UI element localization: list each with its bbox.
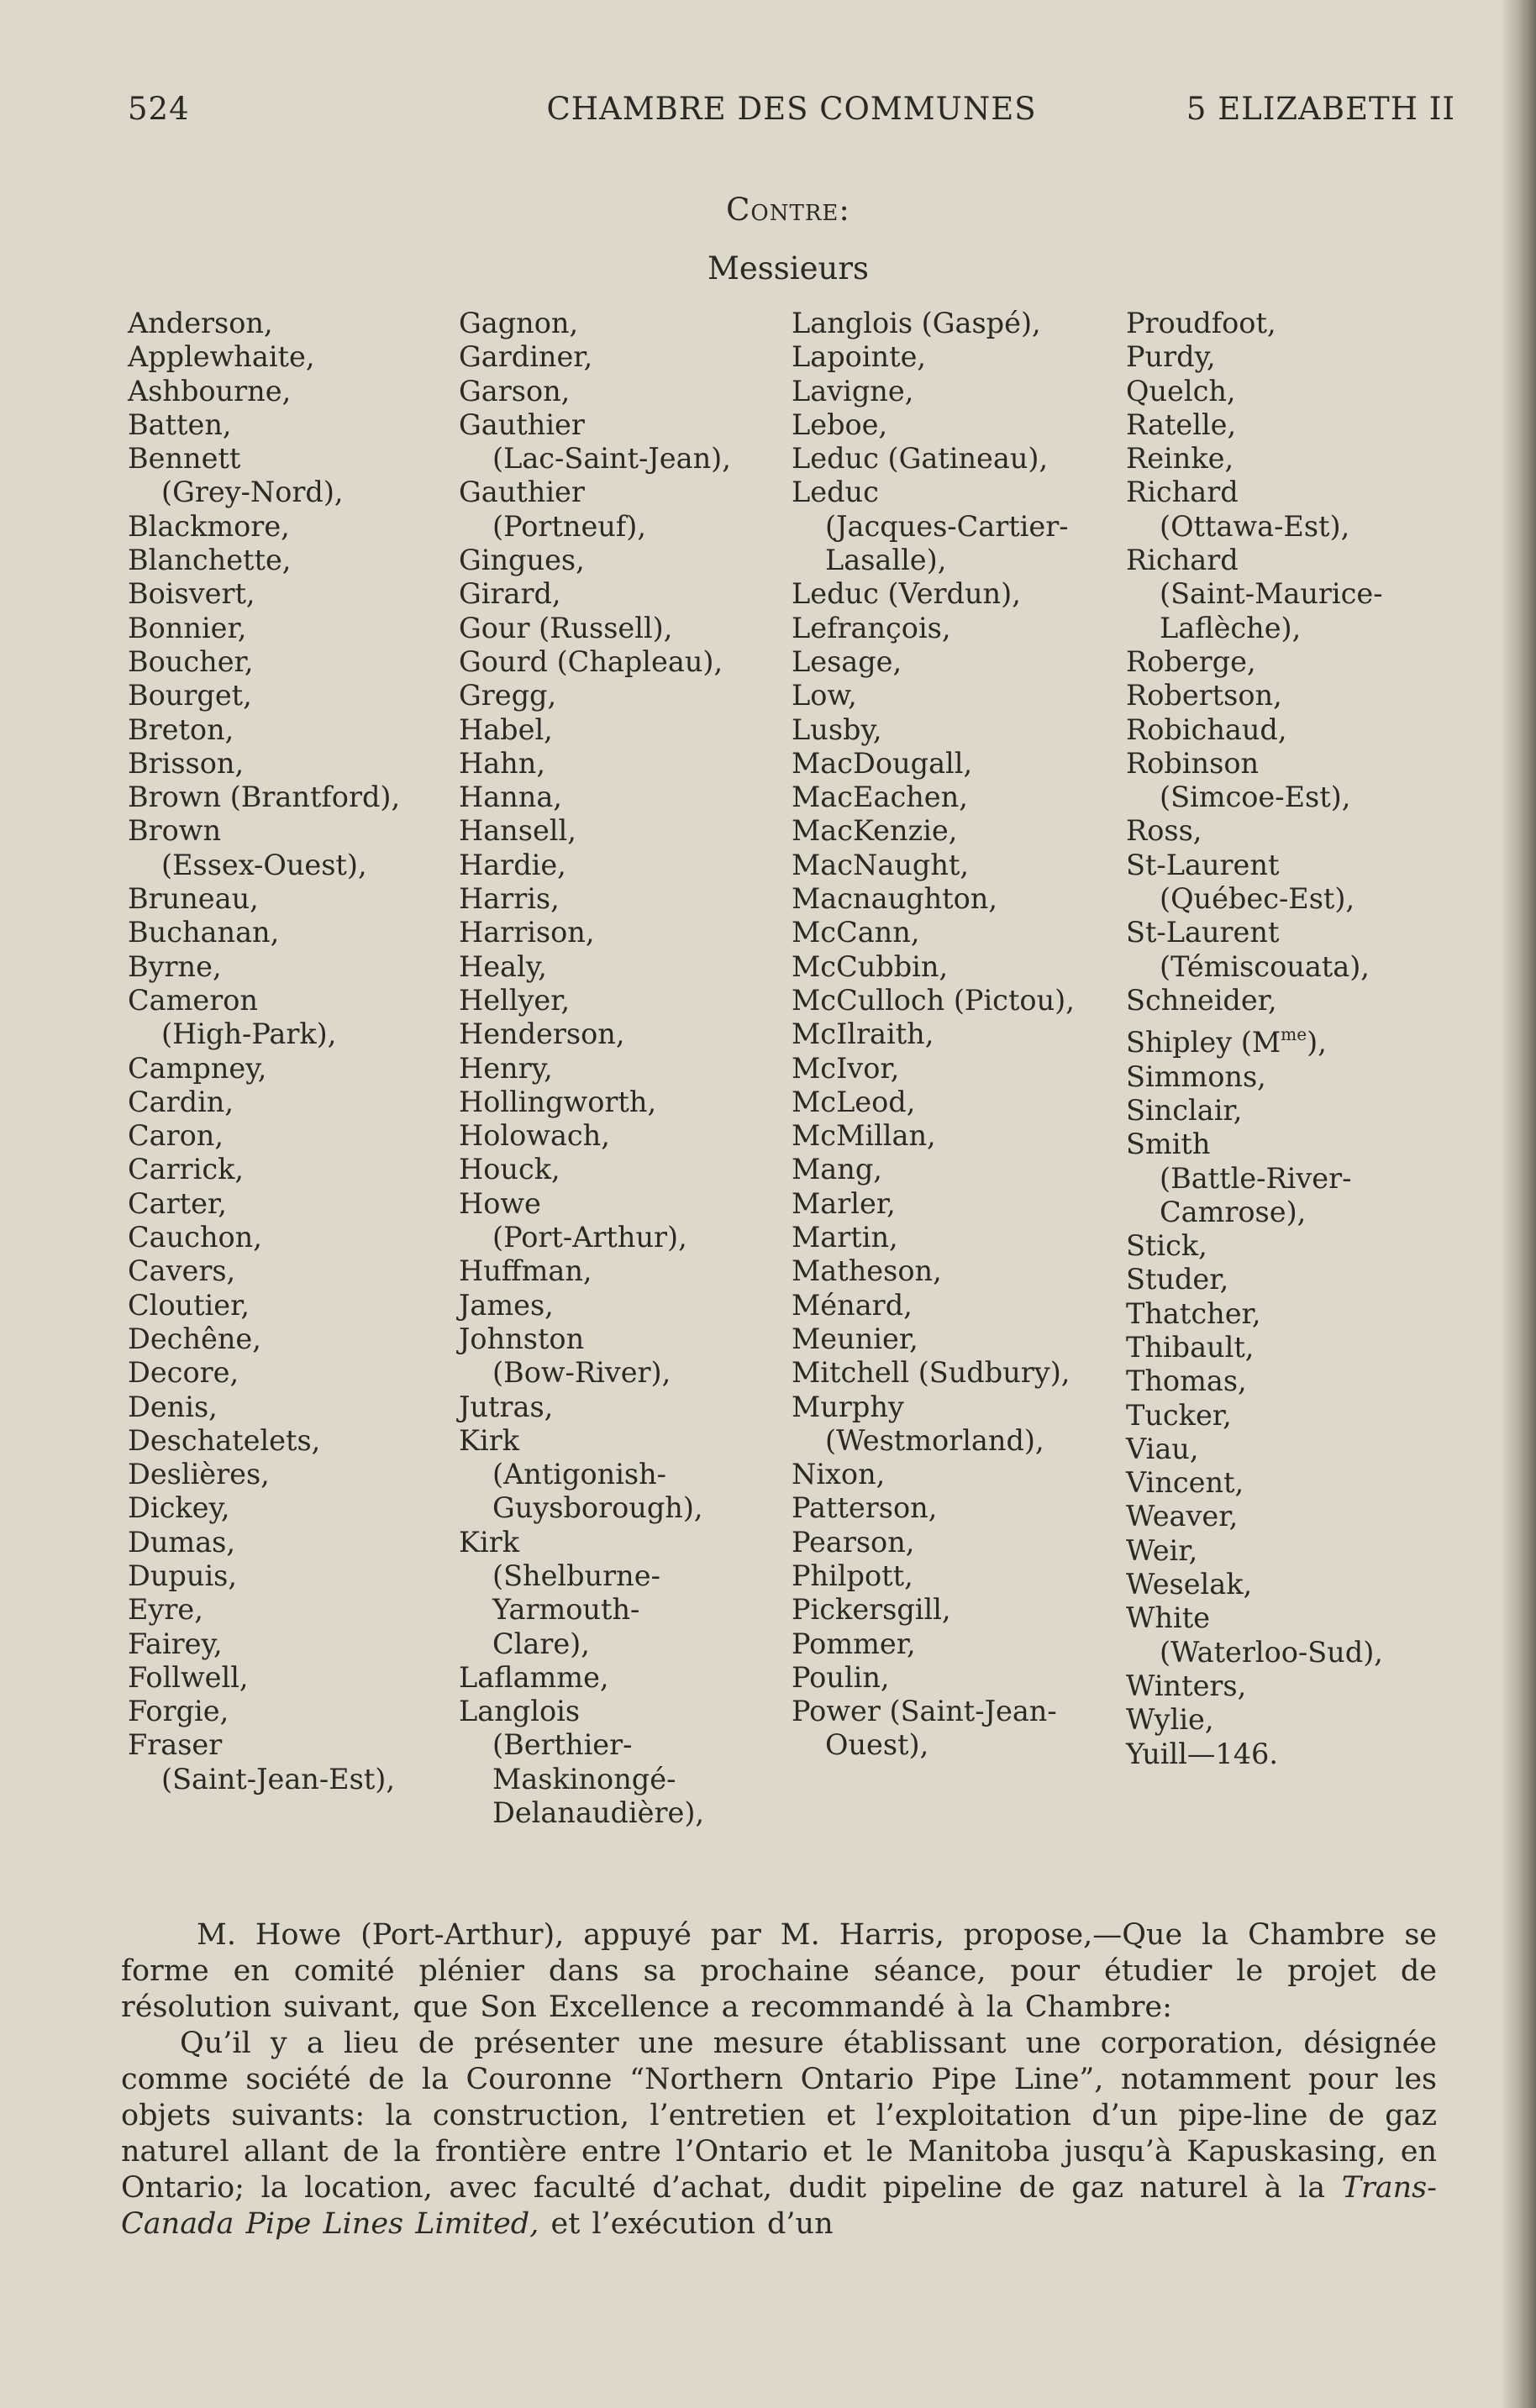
member-name: Jutras, — [459, 1390, 554, 1423]
member-name: Langlois — [459, 1695, 581, 1728]
member-name: Cardin, — [128, 1085, 234, 1118]
member-name: Lusby, — [792, 712, 882, 746]
member-name: Ménard, — [792, 1288, 913, 1322]
member-column-2 — [459, 307, 795, 1830]
member-name: Lapointe, — [792, 340, 927, 374]
member-name: Viau, — [1126, 1432, 1199, 1465]
member-name: Leboe, — [792, 407, 888, 441]
member-name: Carter, — [128, 1186, 227, 1220]
motion-paragraph: M. Howe (Port-Arthur), appuyé par M. Harris, propose,—Que la Chambre se forme en comité plénier dans sa prochaine séance, pour étudier le projet de résolution suivant, que Son Excellence a recommandé à la Chambre: — [121, 1918, 1437, 2024]
member-name: Lesage, — [792, 644, 902, 678]
member-column-3 — [792, 307, 1128, 1763]
member-name: Habel, — [459, 712, 553, 746]
member-name: Decore, — [128, 1356, 239, 1390]
member-riding: Lasalle), — [825, 544, 947, 577]
motion-text — [121, 1917, 1437, 2242]
member-name: Thatcher, — [1126, 1296, 1261, 1330]
member-name: Martin, — [792, 1221, 898, 1254]
member-name: Dechêne, — [128, 1322, 261, 1355]
member-name: Leduc — [792, 476, 879, 509]
member-name: Holowach, — [459, 1119, 610, 1153]
member-name: Deslières, — [128, 1458, 270, 1491]
member-riding: (High-Park), — [161, 1017, 337, 1051]
member-riding: Guysborough), — [492, 1491, 703, 1525]
member-name: Proudfoot, — [1126, 307, 1276, 339]
member-name: Cavers, — [128, 1254, 236, 1288]
member-riding: Maskinongé- — [492, 1762, 676, 1795]
member-name: Gour (Russell), — [459, 611, 673, 644]
session-label: 5 ELIZABETH II — [1186, 91, 1455, 127]
member-name: Boucher, — [128, 644, 254, 678]
member-name: Purdy, — [1126, 340, 1216, 374]
member-name: Kirk — [459, 1525, 520, 1559]
member-name: Murphy — [792, 1390, 904, 1423]
member-riding: (Lac-Saint-Jean), — [492, 442, 731, 476]
member-riding: (Westmorland), — [825, 1423, 1044, 1457]
member-name: Quelch, — [1126, 374, 1236, 407]
member-riding: (Port-Arthur), — [492, 1221, 687, 1254]
member-riding: (Jacques-Cartier- — [825, 509, 1069, 543]
member-riding: Laflèche), — [1160, 611, 1302, 644]
company-name: Trans-Canada Pipe Lines Limited, — [121, 2171, 1437, 2241]
member-name: Howe — [459, 1186, 541, 1220]
member-riding: (Saint-Maurice- — [1160, 577, 1383, 611]
member-name: Hellyer, — [459, 983, 571, 1017]
member-name: McMillan, — [792, 1119, 936, 1153]
member-riding: Ouest), — [825, 1728, 929, 1762]
member-name: Hollingworth, — [459, 1085, 657, 1118]
member-name: Kirk — [459, 1423, 520, 1457]
member-name: Patterson, — [792, 1491, 938, 1525]
member-name: Brown (Brantford), — [128, 781, 401, 814]
member-name: Cloutier, — [128, 1288, 250, 1322]
member-name: Weselak, — [1126, 1568, 1253, 1601]
member-riding: Clare), — [492, 1627, 590, 1660]
member-name: MacNaught, — [792, 848, 970, 881]
member-riding: (Berthier- — [492, 1728, 633, 1762]
member-name: Gauthier — [459, 407, 585, 441]
member-name: Wylie, — [1126, 1703, 1214, 1737]
member-name: Ratelle, — [1126, 407, 1237, 441]
member-name: Simmons, — [1126, 1059, 1266, 1093]
member-name: Tucker, — [1126, 1398, 1232, 1432]
member-name: Shipley $(M^{me})$, — [1126, 1024, 1327, 1059]
member-name: MacDougall, — [792, 746, 973, 780]
member-name: Robinson — [1126, 746, 1260, 780]
member-name: Fairey, — [128, 1627, 223, 1660]
member-name: Eyre, — [128, 1593, 203, 1627]
member-name: Harris, — [459, 882, 560, 916]
member-name: Dumas, — [128, 1525, 236, 1559]
member-name: Gingues, — [459, 544, 585, 577]
member-name: Pearson, — [792, 1525, 915, 1559]
member-name: MacKenzie, — [792, 814, 958, 848]
member-name: Byrne, — [128, 949, 222, 983]
member-name: Fraser — [128, 1728, 223, 1762]
member-name: Reinke, — [1126, 442, 1234, 476]
member-name: Applewhaite, — [128, 340, 315, 374]
resolution-paragraph: Qu’il y a lieu de présenter une mesure établissant une corporation, désignée comme société de la Couronne “Northern Ontario Pipe Line”, notamment pour les objets suivants: la construction, l’entretien et l’exploitation d’un pipe-line de gaz naturel allant de la frontière entre l’Ontario et le Manitoba jusqu’à Kapuskasing, en Ontario; la location, avec faculté d’achat, dudit pipeline de gaz naturel à la Trans-Canada Pipe Lines Limited, et l’exécution d’un — [121, 2027, 1437, 2241]
member-riding: (Témiscouata), — [1160, 949, 1370, 983]
member-riding: (Saint-Jean-Est), — [161, 1762, 396, 1795]
member-name: Vincent, — [1126, 1466, 1244, 1500]
member-name: Brisson, — [128, 746, 245, 780]
page-number: 524 — [128, 91, 190, 127]
member-name: Mitchell (Sudbury), — [792, 1356, 1070, 1390]
member-name: Leduc (Verdun), — [792, 577, 1021, 611]
member-name: Bennett — [128, 442, 241, 476]
member-name: Boisvert, — [128, 577, 255, 611]
member-name: Buchanan, — [128, 916, 280, 949]
member-name: Gourd (Chapleau), — [459, 644, 723, 678]
member-riding: (Grey-Nord), — [161, 476, 344, 509]
member-name: Yuill—146. — [1126, 1737, 1279, 1770]
member-name: Macnaughton, — [792, 882, 998, 916]
member-name: Bonnier, — [128, 611, 247, 644]
member-name: Ross, — [1126, 814, 1202, 848]
member-name: Pickersgill, — [792, 1593, 951, 1627]
member-name: Weir, — [1126, 1533, 1198, 1567]
member-name: Power (Saint-Jean- — [792, 1695, 1057, 1728]
member-name: Ashbourne, — [128, 374, 292, 407]
member-name: Philpott, — [792, 1559, 913, 1592]
member-name: McLeod, — [792, 1085, 916, 1118]
member-name: Roberge, — [1126, 644, 1256, 678]
member-name: Dickey, — [128, 1491, 230, 1525]
member-name: Denis, — [128, 1390, 218, 1423]
member-name: Garson, — [459, 374, 571, 407]
member-name: James, — [459, 1288, 554, 1322]
member-riding: (Ottawa-Est), — [1160, 509, 1350, 543]
member-name: Campney, — [128, 1051, 267, 1085]
member-name: Hanna, — [459, 781, 562, 814]
member-name: Carrick, — [128, 1153, 245, 1186]
member-name: Deschatelets, — [128, 1423, 321, 1457]
member-name: Leduc (Gatineau), — [792, 442, 1049, 476]
member-name: MacEachen, — [792, 781, 968, 814]
member-riding: (Essex-Ouest), — [161, 848, 367, 881]
member-name: Laflamme, — [459, 1660, 609, 1694]
member-name: Marler, — [792, 1186, 896, 1220]
page-binding-edge — [1502, 0, 1536, 2408]
member-name: Johnston — [459, 1322, 585, 1355]
member-name: Hansell, — [459, 814, 576, 848]
member-name: Bourget, — [128, 679, 252, 712]
member-name: Hardie, — [459, 848, 566, 881]
member-riding: (Simcoe-Est), — [1160, 781, 1351, 814]
vote-subheading: Messieurs — [708, 250, 869, 287]
member-name: Blackmore, — [128, 509, 290, 543]
member-riding: (Portneuf), — [492, 509, 646, 543]
member-name: Pommer, — [792, 1627, 916, 1660]
member-name: Cameron — [128, 983, 258, 1017]
member-riding: (Bow-River), — [492, 1356, 671, 1390]
member-name: Lefrançois, — [792, 611, 951, 644]
member-name: Huffman, — [459, 1254, 592, 1288]
member-name: Bruneau, — [128, 882, 259, 916]
member-name: Richard — [1126, 476, 1239, 509]
member-name: Stick, — [1126, 1229, 1207, 1263]
member-name: Sinclair, — [1126, 1093, 1243, 1127]
member-riding: (Waterloo-Sud), — [1160, 1635, 1383, 1669]
member-name: Meunier, — [792, 1322, 918, 1355]
member-name: Caron, — [128, 1119, 224, 1153]
member-name: Lavigne, — [792, 374, 914, 407]
member-name: Smith — [1126, 1128, 1211, 1161]
member-name: Winters, — [1126, 1669, 1247, 1702]
member-riding: Delanaudière), — [492, 1796, 705, 1830]
member-name: Blanchette, — [128, 544, 292, 577]
member-name: Langlois (Gaspé), — [792, 307, 1041, 339]
member-name: White — [1126, 1601, 1211, 1635]
member-riding: (Antigonish- — [492, 1458, 667, 1491]
member-name: Nixon, — [792, 1458, 886, 1491]
vote-heading: Contre: — [726, 192, 850, 228]
member-name: Gregg, — [459, 679, 557, 712]
member-name: Hahn, — [459, 746, 545, 780]
member-riding: Yarmouth- — [492, 1593, 640, 1627]
member-name: Cauchon, — [128, 1221, 262, 1254]
member-name: Mang, — [792, 1153, 882, 1186]
member-name: Poulin, — [792, 1660, 890, 1694]
member-name: Anderson, — [128, 307, 273, 339]
member-name: Studer, — [1126, 1263, 1229, 1296]
member-name: McCann, — [792, 916, 920, 949]
member-name: McCubbin, — [792, 949, 949, 983]
member-name: St-Laurent — [1126, 916, 1280, 949]
member-riding: (Shelburne- — [492, 1559, 660, 1592]
member-name: Forgie, — [128, 1695, 229, 1728]
member-riding: Camrose), — [1160, 1195, 1307, 1228]
member-name: Robertson, — [1126, 679, 1282, 712]
member-riding: (Battle-River- — [1160, 1161, 1352, 1195]
member-name: Gagnon, — [459, 307, 579, 339]
member-name: McIlraith, — [792, 1017, 934, 1051]
journal-title: CHAMBRE DES COMMUNES — [546, 91, 1037, 127]
member-name: Follwell, — [128, 1660, 249, 1694]
member-name: McIvor, — [792, 1051, 900, 1085]
member-name: Henderson, — [459, 1017, 625, 1051]
member-name: Weaver, — [1126, 1500, 1239, 1533]
member-name: Low, — [792, 679, 857, 712]
member-name: Matheson, — [792, 1254, 942, 1288]
member-name: Harrison, — [459, 916, 595, 949]
member-riding: (Québec-Est), — [1160, 882, 1355, 916]
member-name: Thomas, — [1126, 1364, 1247, 1398]
member-name: Schneider, — [1126, 983, 1277, 1017]
member-name: McCulloch (Pictou), — [792, 983, 1075, 1017]
member-name: Breton, — [128, 712, 234, 746]
member-name: Batten, — [128, 407, 232, 441]
member-name: Robichaud, — [1126, 712, 1287, 746]
member-name: Dupuis, — [128, 1559, 238, 1592]
member-name: Healy, — [459, 949, 547, 983]
member-name: Richard — [1126, 544, 1239, 577]
member-name: Houck, — [459, 1153, 560, 1186]
member-name: Gardiner, — [459, 340, 593, 374]
page-header — [128, 91, 1455, 141]
member-column-1 — [128, 307, 464, 1796]
member-column-4 — [1126, 307, 1462, 1771]
member-name: Brown — [128, 814, 222, 848]
member-name: St-Laurent — [1126, 848, 1280, 881]
member-name: Girard, — [459, 577, 561, 611]
member-name: Gauthier — [459, 476, 585, 509]
member-name: Thibault, — [1126, 1331, 1255, 1364]
member-name: Henry, — [459, 1051, 553, 1085]
